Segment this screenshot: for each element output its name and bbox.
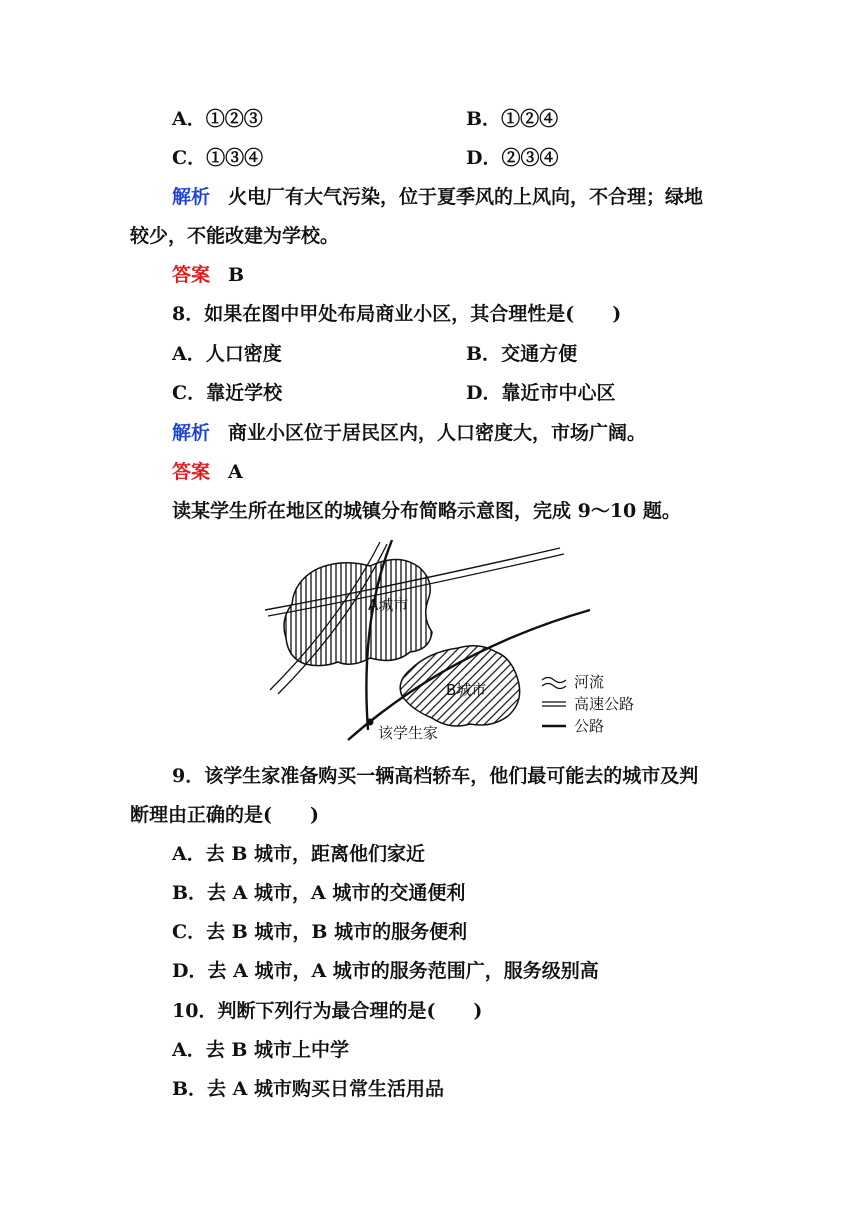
answer-value: B [228,264,245,286]
option-letter: A． [172,108,206,130]
city-b-label: B城市 [446,681,487,699]
city-a-area [284,559,432,665]
analysis-text: 商业小区位于居民区内，人口密度大，市场广阔。 [228,422,647,444]
legend-road-label: 公路 [574,717,605,735]
option-text: 人口密度 [205,343,282,365]
option-letter: B． [466,343,502,365]
q9-option-a: A．去 B 城市，距离他们家近 [172,843,426,865]
q9-stem: 9．该学生家准备购买一辆高档轿车，他们最可能去的城市及判 [172,765,699,787]
q7-option-a [172,106,263,132]
option-text: ②③④ [501,147,559,169]
option-text: 交通方便 [501,343,578,365]
q8-stem: 8．如果在图中甲处布局商业小区，其合理性是( ) [172,303,622,325]
option-text: ①②④ [501,108,559,130]
q7-analysis-continued [130,223,339,249]
q8-option-c [172,380,282,406]
option-letter: C． [172,382,207,404]
q10-option-a: A．去 B 城市上中学 [172,1039,350,1061]
analysis-label: 解析 [172,422,211,444]
town-distribution-map [260,540,660,745]
option-text: ①③④ [206,147,264,169]
q7-answer [172,262,244,288]
q10-stem: 10．判断下列行为最合理的是( ) [172,1000,483,1022]
q7-option-b [466,106,558,132]
option-letter: A． [172,343,206,365]
analysis-text: 火电厂有大气污染，位于夏季风的上风向，不合理；绿地 [228,186,704,208]
option-letter: D． [466,147,502,169]
option-letter: D． [466,382,502,404]
q7-option-c [172,145,263,171]
q9-stem-continued: 断理由正确的是( ) [130,804,319,826]
legend-highway-label: 高速公路 [574,695,635,713]
answer-value: A [228,461,243,483]
option-text: ①②③ [205,108,263,130]
q9-option-b: B．去 A 城市，A 城市的交通便利 [172,882,466,904]
answer-label: 答案 [172,264,211,286]
q8-option-d [466,380,616,406]
river-legend-icon-line2 [542,684,566,689]
q10-option-b: B．去 A 城市购买日常生活用品 [172,1078,445,1100]
q9-option-c: C．去 B 城市，B 城市的服务便利 [172,921,468,943]
option-letter: C． [172,147,207,169]
analysis-label: 解析 [172,186,211,208]
section-intro: 读某学生所在地区的城镇分布简略示意图，完成 9～10 题。 [172,500,681,522]
home-label: 该学生家 [378,724,439,742]
analysis-text: 较少，不能改建为学校。 [130,225,340,247]
city-a-label: A城市 [368,596,409,614]
q8-answer [172,459,243,485]
q8-option-a [172,341,282,367]
option-letter: B． [466,108,502,130]
q8-analysis [172,420,646,446]
home-marker [367,719,374,726]
q7-option-d [466,145,559,171]
option-text: 靠近市中心区 [501,382,616,404]
q8-option-b [466,341,577,367]
answer-label: 答案 [172,461,211,483]
map-legend [542,673,634,735]
river-legend-icon [542,678,566,683]
q7-analysis [172,184,703,210]
legend-river-label: 河流 [574,673,605,691]
option-text: 靠近学校 [206,382,283,404]
q9-option-d: D．去 A 城市，A 城市的服务范围广，服务级别高 [172,960,599,982]
